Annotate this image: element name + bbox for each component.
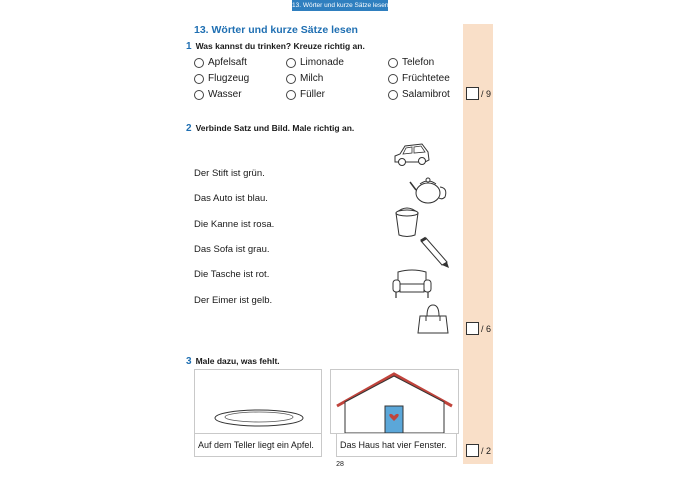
task-3-header: [186, 356, 280, 367]
handbag-icon[interactable]: [416, 302, 450, 336]
option-label: Limonade: [300, 57, 344, 68]
task-number: 2: [186, 123, 192, 134]
score-box[interactable]: [466, 444, 479, 457]
teapot-icon[interactable]: [408, 170, 452, 206]
radio-icon[interactable]: [388, 90, 398, 100]
score-max: / 6: [481, 323, 492, 334]
option-telefon[interactable]: [388, 57, 434, 68]
option-wasser[interactable]: [194, 89, 242, 100]
radio-icon[interactable]: [388, 58, 398, 68]
sentence-eimer[interactable]: Der Eimer ist gelb.: [194, 295, 273, 306]
option-label: Milch: [300, 73, 324, 84]
task-number: 1: [186, 41, 192, 52]
sentence-tasche[interactable]: Die Tasche ist rot.: [194, 269, 270, 280]
option-fruechtetee[interactable]: [388, 73, 450, 84]
option-label: Telefon: [402, 57, 435, 68]
task-1-header: [186, 41, 365, 52]
option-label: Salamibrot: [402, 89, 450, 100]
option-label: Wasser: [208, 89, 242, 100]
sofa-icon[interactable]: [391, 268, 433, 300]
option-milch[interactable]: [286, 73, 323, 84]
score-max: / 2: [481, 445, 492, 456]
sentence-auto[interactable]: Das Auto ist blau.: [194, 193, 268, 204]
plate-icon: [195, 370, 321, 433]
radio-icon[interactable]: [194, 90, 204, 100]
score-box[interactable]: [466, 87, 479, 100]
option-label: Apfelsaft: [208, 57, 247, 68]
radio-icon[interactable]: [286, 58, 296, 68]
task-instruction: Male dazu, was fehlt.: [195, 356, 280, 366]
option-fueller[interactable]: [286, 89, 325, 100]
option-limonade[interactable]: [286, 57, 344, 68]
sentence-kanne[interactable]: Die Kanne ist rosa.: [194, 219, 275, 230]
caption-house: Das Haus hat vier Fenster.: [336, 433, 457, 457]
caption-plate: Auf dem Teller liegt ein Apfel.: [194, 433, 322, 457]
score-task-3: [466, 444, 491, 457]
score-task-2: [466, 322, 491, 335]
option-salamibrot[interactable]: [388, 89, 450, 100]
score-task-1: [466, 87, 491, 100]
radio-icon[interactable]: [286, 90, 296, 100]
option-apfelsaft[interactable]: [194, 57, 247, 68]
page-number: 28: [336, 461, 344, 468]
radio-icon[interactable]: [194, 58, 204, 68]
radio-icon[interactable]: [388, 74, 398, 84]
radio-icon[interactable]: [286, 74, 296, 84]
chapter-tab: 13. Wörter und kurze Sätze lesen: [292, 2, 389, 9]
score-max: / 9: [481, 88, 492, 99]
option-label: Flugzeug: [208, 73, 250, 84]
task-instruction: Was kannst du trinken? Kreuze richtig an.: [195, 41, 365, 51]
option-flugzeug[interactable]: [194, 73, 249, 84]
house-drawing-area[interactable]: [330, 369, 459, 434]
task-number: 3: [186, 356, 192, 367]
page-title: 13. Wörter und kurze Sätze lesen: [194, 24, 358, 36]
car-icon[interactable]: [392, 140, 432, 170]
sentence-sofa[interactable]: Das Sofa ist grau.: [194, 244, 270, 255]
bucket-icon[interactable]: [392, 205, 422, 239]
option-label: Füller: [300, 89, 326, 100]
pencil-icon[interactable]: [418, 236, 452, 270]
score-box[interactable]: [466, 322, 479, 335]
task-instruction: Verbinde Satz und Bild. Male richtig an.: [195, 123, 355, 133]
plate-drawing-area[interactable]: [194, 369, 322, 434]
radio-icon[interactable]: [194, 74, 204, 84]
house-icon: [331, 370, 458, 433]
task-2-header: [186, 123, 354, 134]
option-label: Früchtetee: [402, 73, 450, 84]
sentence-stift[interactable]: Der Stift ist grün.: [194, 168, 265, 179]
